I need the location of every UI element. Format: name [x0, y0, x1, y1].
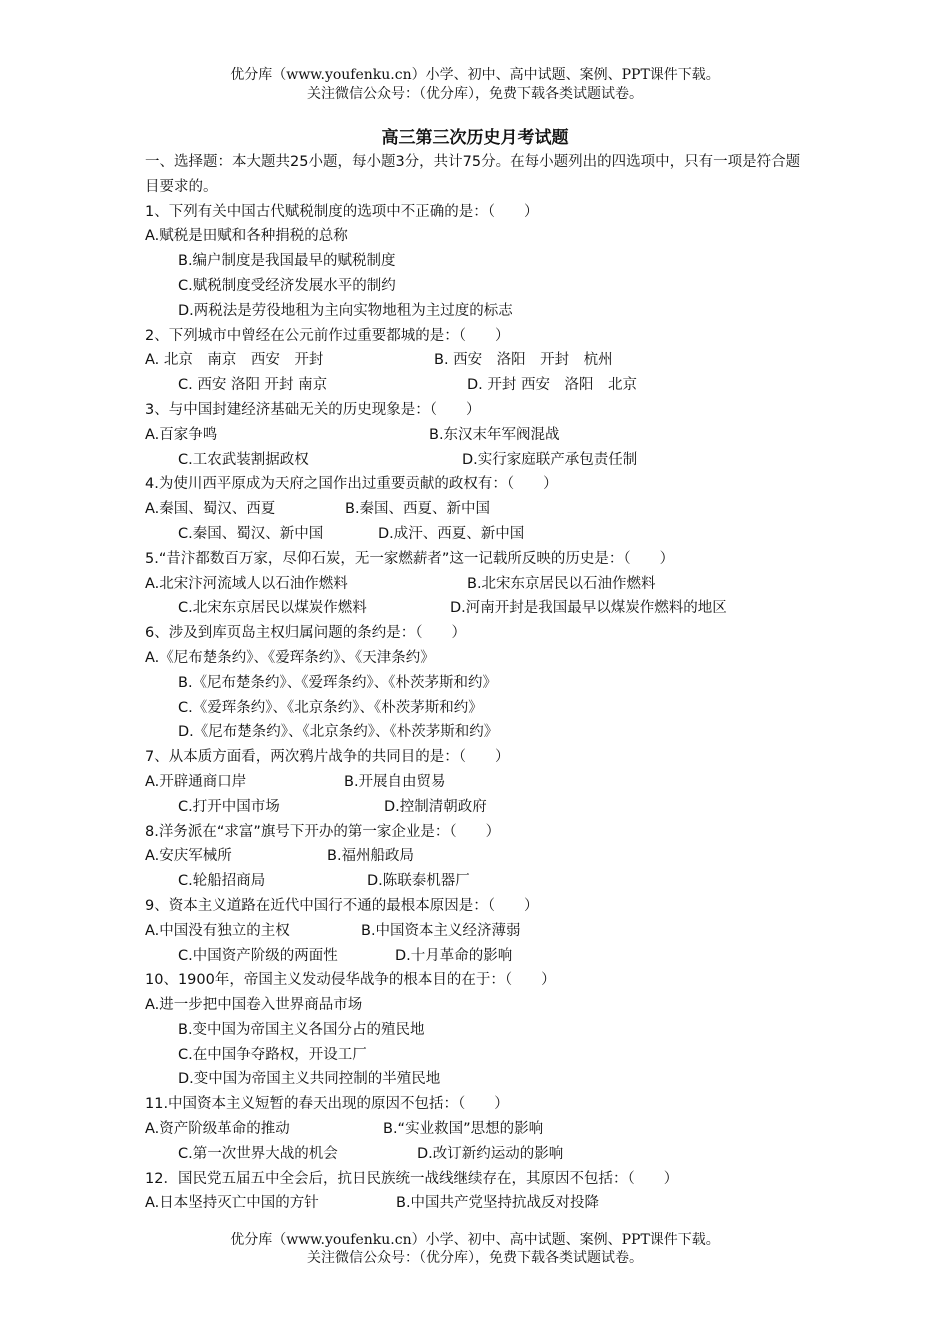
question-6-option-c: C.《爱珲条约》、《北京条约》、《朴茨茅斯和约》: [178, 699, 483, 716]
question-3-stem: 3、与中国封建经济基础无关的历史现象是：（ ）: [145, 401, 481, 418]
question-7-option-d: D.控制清朝政府: [384, 798, 487, 815]
question-2-option-b: B. 西安 洛阳 开封 杭州: [434, 352, 613, 369]
question-7-option-c: C.打开中国市场: [178, 798, 280, 815]
question-9-options-row-2: [145, 944, 810, 969]
question-8-options-row-1: [145, 844, 810, 869]
question-9-options-row-1: [145, 919, 810, 944]
section-intro: 一、选择题：本大题共25小题，每小题3分，共计75分。在每小题列出的四选项中，只有一项是符合题目要求的。: [145, 154, 801, 195]
question-10-option-d: D.变中国为帝国主义共同控制的半殖民地: [178, 1071, 441, 1088]
question-10-option-c: C.在中国争夺路权，开设工厂: [178, 1046, 367, 1063]
question-7-option-b: B.开展自由贸易: [344, 773, 446, 790]
question-4-option-c: C.秦国、蜀汉、新中国: [178, 525, 324, 542]
question-8-option-b: B.福州船政局: [327, 848, 415, 865]
question-10-option-a: A.进一步把中国卷入世界商品市场: [145, 997, 363, 1014]
question-8-option-a: A.安庆军械所: [145, 848, 232, 865]
question-2-option-d: D. 开封 西安 洛阳 北京: [467, 377, 637, 394]
question-1-option-d: D.两税法是劳役地租为主向实物地租为主过度的标志: [178, 302, 513, 319]
question-2-option-c: C. 西安 洛阳 开封 南京: [178, 377, 328, 394]
question-1-option-a: A.赋税是田赋和各种捐税的总称: [145, 228, 348, 245]
question-9-stem: 9、资本主义道路在近代中国行不通的最根本原因是：（ ）: [145, 897, 539, 914]
question-4-options-row-2: [145, 522, 810, 547]
question-3-option-c: C.工农武装割据政权: [178, 451, 309, 468]
question-9-option-b: B.中国资本主义经济薄弱: [361, 922, 521, 939]
question-11-options-row-2: [145, 1142, 810, 1167]
question-9-option-a: A.中国没有独立的主权: [145, 922, 290, 939]
question-2-options-row-2: [145, 373, 810, 398]
question-12-option-b: B.中国共产党坚持抗战反对投降: [396, 1195, 600, 1212]
question-7-stem: 7、从本质方面看，两次鸦片战争的共同目的是：（ ）: [145, 749, 510, 766]
question-2-option-a: A. 北京 南京 西安 开封: [145, 352, 324, 369]
footer-wechat-line: 关注微信公众号：（优分库），免费下载各类试题试卷。: [307, 1250, 643, 1266]
question-11-option-a: A.资产阶级革命的推动: [145, 1121, 290, 1138]
footer-site-line: 优分库（www.youfenku.cn）小学、初中、高中试题、案例、PPT课件下载。: [230, 1232, 720, 1248]
question-11-option-c: C.第一次世界大战的机会: [178, 1145, 338, 1162]
question-6-option-a: A.《尼布楚条约》、《爱珲条约》、《天津条约》: [145, 649, 435, 666]
question-6-option-b: B.《尼布楚条约》、《爱珲条约》、《朴茨茅斯和约》: [178, 674, 498, 691]
header-site-line: 优分库（www.youfenku.cn）小学、初中、高中试题、案例、PPT课件下载。: [230, 67, 720, 83]
question-3-option-d: D.实行家庭联产承包责任制: [462, 451, 638, 468]
header-wechat-line: 关注微信公众号：（优分库），免费下载各类试题试卷。: [307, 86, 643, 102]
question-10-stem: 10、1900年，帝国主义发动侵华战争的根本目的在于：（ ）: [145, 972, 556, 989]
question-5-option-a: A.北宋汴河流域人以石油作燃料: [145, 575, 348, 592]
question-9-option-d: D.十月革命的影响: [395, 947, 513, 964]
page-title: 高三第三次历史月考试题: [381, 128, 569, 148]
question-4-stem: 4.为使川西平原成为天府之国作出过重要贡献的政权有：（ ）: [145, 476, 558, 493]
question-11-options-row-1: [145, 1117, 810, 1142]
question-5-option-b: B.北宋东京居民以石油作燃料: [467, 575, 656, 592]
question-12-stem: 12．国民党五届五中全会后，抗日民族统一战线继续存在，其原因不包括：（ ）: [145, 1170, 679, 1187]
question-6-option-d: D.《尼布楚条约》、《北京条约》、《朴茨茅斯和约》: [178, 724, 499, 741]
question-5-option-d: D.河南开封是我国最早以煤炭作燃料的地区: [450, 600, 727, 617]
question-7-options-row-1: [145, 770, 810, 795]
question-9-option-c: C.中国资产阶级的两面性: [178, 947, 338, 964]
question-8-stem: 8.洋务派在“求富”旗号下开办的第一家企业是：（ ）: [145, 823, 501, 840]
question-2-options-row-1: [145, 348, 810, 373]
question-3-option-b: B.东汉末年军阀混战: [429, 426, 560, 443]
question-4-option-a: A.秦国、蜀汉、西夏: [145, 501, 276, 518]
question-2-stem: 2、下列城市中曾经在公元前作过重要都城的是：（ ）: [145, 327, 510, 344]
question-5-options-row-1: [145, 572, 810, 597]
question-8-option-d: D.陈联泰机器厂: [367, 873, 470, 890]
question-8-option-c: C.轮船招商局: [178, 873, 266, 890]
question-8-options-row-2: [145, 869, 810, 894]
question-1-option-b: B.编户制度是我国最早的赋税制度: [178, 253, 396, 270]
question-1-option-c: C.赋税制度受经济发展水平的制约: [178, 277, 396, 294]
question-4-options-row-1: [145, 497, 810, 522]
question-11-option-d: D.改订新约运动的影响: [417, 1145, 564, 1162]
question-5-option-c: C.北宋东京居民以煤炭作燃料: [178, 600, 367, 617]
question-3-options-row-2: [145, 448, 810, 473]
question-1-stem: 1、下列有关中国古代赋税制度的选项中不正确的是：（ ）: [145, 203, 539, 220]
question-5-stem: 5.“昔汴都数百万家，尽仰石炭，无一家燃薪者”这一记载所反映的历史是：（ ）: [145, 550, 675, 567]
question-10-option-b: B.变中国为帝国主义各国分占的殖民地: [178, 1021, 425, 1038]
question-11-option-b: B.“实业救国”思想的影响: [383, 1121, 544, 1138]
question-4-option-d: D.成汗、西夏、新中国: [378, 525, 525, 542]
question-11-stem: 11.中国资本主义短暂的春天出现的原因不包括：（ ）: [145, 1096, 509, 1113]
question-3-option-a: A.百家争鸣: [145, 426, 218, 443]
question-3-options-row-1: [145, 423, 810, 448]
question-4-option-b: B.秦国、西夏、新中国: [345, 501, 491, 518]
question-7-option-a: A.开辟通商口岸: [145, 773, 247, 790]
question-12-options-row-1: [145, 1191, 810, 1216]
exam-content: [145, 150, 810, 1216]
question-12-option-a: A.日本坚持灭亡中国的方针: [145, 1195, 319, 1212]
question-7-options-row-2: [145, 795, 810, 820]
question-6-stem: 6、涉及到库页岛主权归属问题的条约是：（ ）: [145, 625, 466, 642]
question-5-options-row-2: [145, 596, 810, 621]
